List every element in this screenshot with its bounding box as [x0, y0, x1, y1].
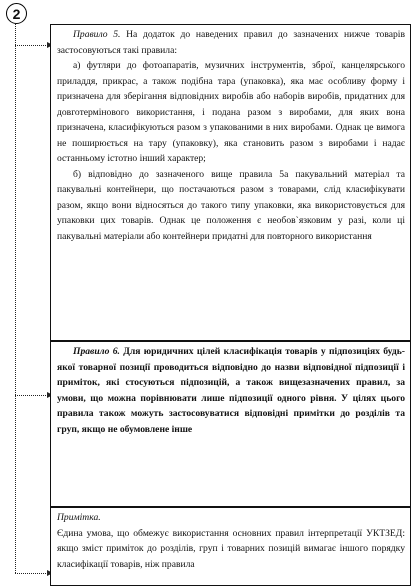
note-box: [50, 507, 411, 586]
rule-6-text: Правило 6. Для юридичних цілей класифікація товарів у підпозиціях будь-якої товарної позиції проводиться відповідно до назви відповідної підпозиції і приміток, які стосуються підпозицій, а також вищезазначених правил, за умови, що можна порівнювати лише підпозиції одного рівня. У цілях цього правила також можуть застосовуватися відповідні примітки до розділів та груп, якщо не обумовлене інше: [57, 346, 405, 435]
rule-5-title: Правило 5.: [73, 29, 121, 40]
rule-6-title: Правило 6.: [73, 346, 120, 357]
connector-line: [15, 24, 16, 573]
rule-5-box: [50, 24, 411, 341]
connector-arrow-rule-5: [15, 45, 48, 46]
rule-5-point-b: б) відповідно до зазначеного вище правила 5а пакувальний матеріал та пакувальні контейнери, що постачаються разом з товарами, слід класифікувати разом, якщо вони відносяться до такого типу упаковки, яка використовується для упаковки цих товарів. Однак це положення є необов`язковим у разі, коли ці пакувальні матеріали або контейнери придатні для повторного використання: [57, 168, 405, 242]
rule-5-intro: Правило 5. На додаток до наведених правил до зазначених нижче товарів застосовуються такі правила:: [57, 29, 405, 56]
note-text: Єдина умова, що обмежує використання основних правил інтерпретації УКТЗЕД: якщо зміст приміток до розділів, груп і товарних позицій вимагає іншого порядку класифікації товарів, ніж правила: [57, 527, 405, 570]
note-title: Примітка.: [57, 512, 101, 523]
connector-arrow-rule-6: [15, 395, 48, 396]
rule-6-box: [50, 341, 411, 507]
connector-arrow-note: [15, 573, 48, 574]
rule-5-point-a: а) футляри до фотоапаратів, музичних інструментів, зброї, канцелярського приладдя, прикрас, а також подібна тара (упаковка), яка має особливу форму і призначена для зберігання відповідних виробів або наборів виробів, придатних для довготермінового використання, і подана разом з виробами, для яких вона призначена, класифікуються разом з упакованими в них виробами. Однак це вимога не поширюється на тару (упаковку), яка становить разом з виробами і надає останньому істотно інший характер;: [57, 60, 405, 164]
step-number-badge: 2: [6, 3, 27, 24]
